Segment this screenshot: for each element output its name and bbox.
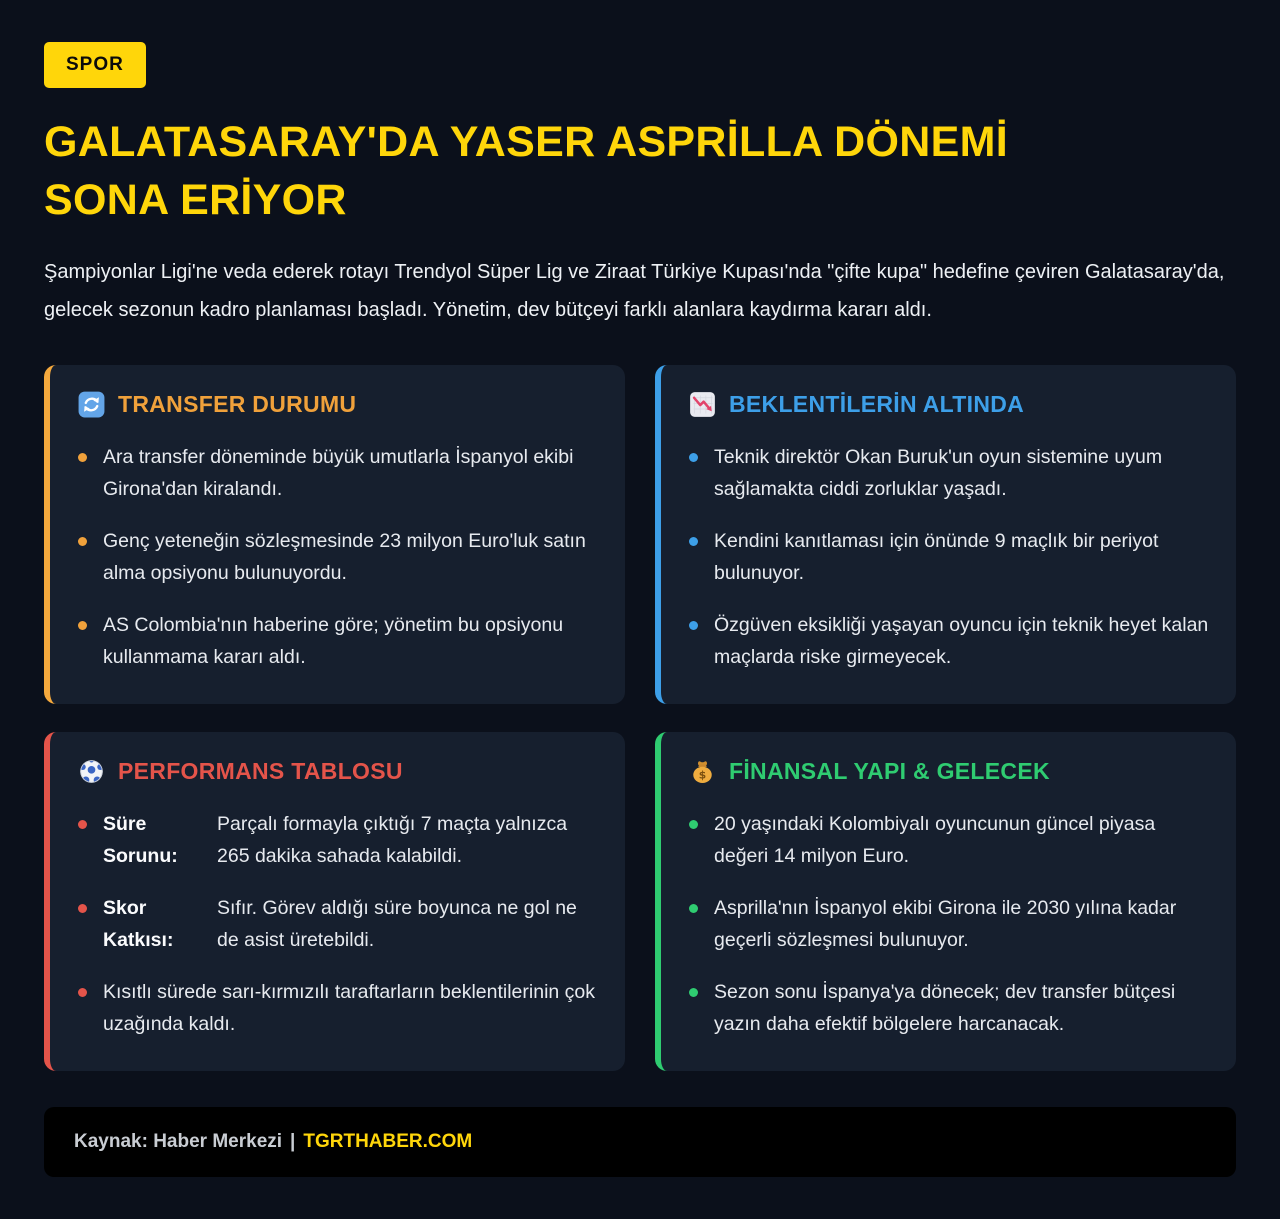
list-item <box>78 610 601 674</box>
card-finansal-yapi-gelecek <box>655 732 1236 1071</box>
list-item <box>689 442 1212 506</box>
intro-paragraph: Şampiyonlar Ligi'ne veda ederek rotayı Trendyol Süper Lig ve Ziraat Türkiye Kupası'nda "çifte kupa" hedefine çeviren Galatasaray'da, gelecek sezonun kadro planlaması başladı. Yönetim, dev bütçeyi farklı alanlara kaydırma kararı aldı. <box>44 261 1225 322</box>
bullet-text: 20 yaşındaki Kolombiyalı oyuncunun güncel piyasa değeri 14 milyon Euro. <box>714 813 1156 867</box>
bullet-text: AS Colombia'nın haberine göre; yönetim bu opsiyonu kullanmama kararı aldı. <box>103 614 564 669</box>
bullet-dot <box>689 537 698 546</box>
card-header <box>78 391 601 418</box>
card-title: BEKLENTİLERİN ALTINDA <box>729 391 1025 418</box>
info-cards-grid <box>44 365 1236 1071</box>
bullet-list <box>689 442 1212 674</box>
list-item <box>689 809 1212 873</box>
bullet-dot <box>689 904 698 913</box>
bullet-text: Genç yeteneğin sözleşmesinde 23 milyon Euro'luk satın alma opsiyonu bulunuyordu. <box>103 530 586 585</box>
bullet-list <box>78 442 601 674</box>
card-header <box>689 391 1212 418</box>
bullet-dot <box>689 621 698 630</box>
list-item <box>78 977 601 1041</box>
list-item <box>689 610 1212 674</box>
category-badge: SPOR <box>44 42 146 88</box>
refresh-icon <box>78 391 105 418</box>
site-link[interactable]: TGRTHABER.COM <box>303 1130 473 1152</box>
list-item <box>689 893 1212 957</box>
list-item <box>78 526 601 590</box>
chart-decreasing-icon <box>689 391 716 418</box>
card-header <box>689 758 1212 785</box>
bullet-dot <box>689 988 698 997</box>
soccer-ball-icon <box>78 758 105 785</box>
bullet-text: Kısıtlı sürede sarı-kırmızılı taraftarların beklentilerinin çok uzağında kaldı. <box>103 980 596 1035</box>
headline-line-2: SONA ERİYOR <box>44 175 347 224</box>
list-item <box>689 977 1212 1041</box>
bullet-dot <box>78 537 87 546</box>
card-transfer-durumu <box>44 365 625 704</box>
bullet-text: Sıfır. Görev aldığı süre boyunca ne gol ne de asist üretebildi. <box>217 896 577 951</box>
page-title <box>44 114 1236 229</box>
bullet-text: Asprilla'nın İspanyol ekibi Girona ile 2030 yılına kadar geçerli sözleşmesi bulunuyor. <box>714 896 1177 951</box>
card-title: TRANSFER DURUMU <box>118 391 357 418</box>
source-label: Kaynak: Haber Merkezi <box>74 1130 283 1152</box>
card-header <box>78 758 601 785</box>
bullet-dot <box>78 904 87 913</box>
bullet-list <box>689 809 1212 1041</box>
money-bag-icon <box>689 758 716 785</box>
card-performans-tablosu <box>44 732 625 1071</box>
list-item <box>78 809 601 873</box>
bullet-dot <box>78 621 87 630</box>
bullet-list <box>78 809 601 1041</box>
bullet-label: Süre Sorunu: <box>103 813 178 867</box>
bullet-text: Teknik direktör Okan Buruk'un oyun sistemine uyum sağlamakta ciddi zorluklar yaşadı. <box>714 446 1163 501</box>
svg-text:$: $ <box>698 768 707 782</box>
card-title: PERFORMANS TABLOSU <box>118 758 403 785</box>
headline-line-1: GALATASARAY'DA YASER ASPRİLLA DÖNEMİ <box>44 118 1008 166</box>
bullet-dot <box>78 820 87 829</box>
bullet-text: Özgüven eksikliği yaşayan oyuncu için teknik heyet kalan maçlarda riske girmeyecek. <box>714 614 1209 669</box>
bullet-text: Sezon sonu İspanya'ya dönecek; dev transfer bütçesi yazın daha efektif bölgelere harcanacak. <box>714 980 1176 1035</box>
list-item <box>78 893 601 957</box>
bullet-dot <box>689 820 698 829</box>
footer-separator: | <box>290 1130 296 1152</box>
bullet-dot <box>689 453 698 462</box>
bullet-dot <box>78 988 87 997</box>
bullet-dot <box>78 453 87 462</box>
source-footer <box>44 1107 1236 1177</box>
bullet-text: Parçalı formayla çıktığı 7 maçta yalnızca 265 dakika sahada kalabildi. <box>217 813 568 867</box>
bullet-label: Skor Katkısı: <box>103 896 174 951</box>
list-item <box>689 526 1212 590</box>
list-item <box>78 442 601 506</box>
card-title: FİNANSAL YAPI & GELECEK <box>729 758 1050 785</box>
bullet-text: Kendini kanıtlaması için önünde 9 maçlık bir periyot bulunuyor. <box>714 530 1159 585</box>
bullet-text: Ara transfer döneminde büyük umutlarla İspanyol ekibi Girona'dan kiralandı. <box>103 446 574 501</box>
card-beklentilerin-altinda <box>655 365 1236 704</box>
